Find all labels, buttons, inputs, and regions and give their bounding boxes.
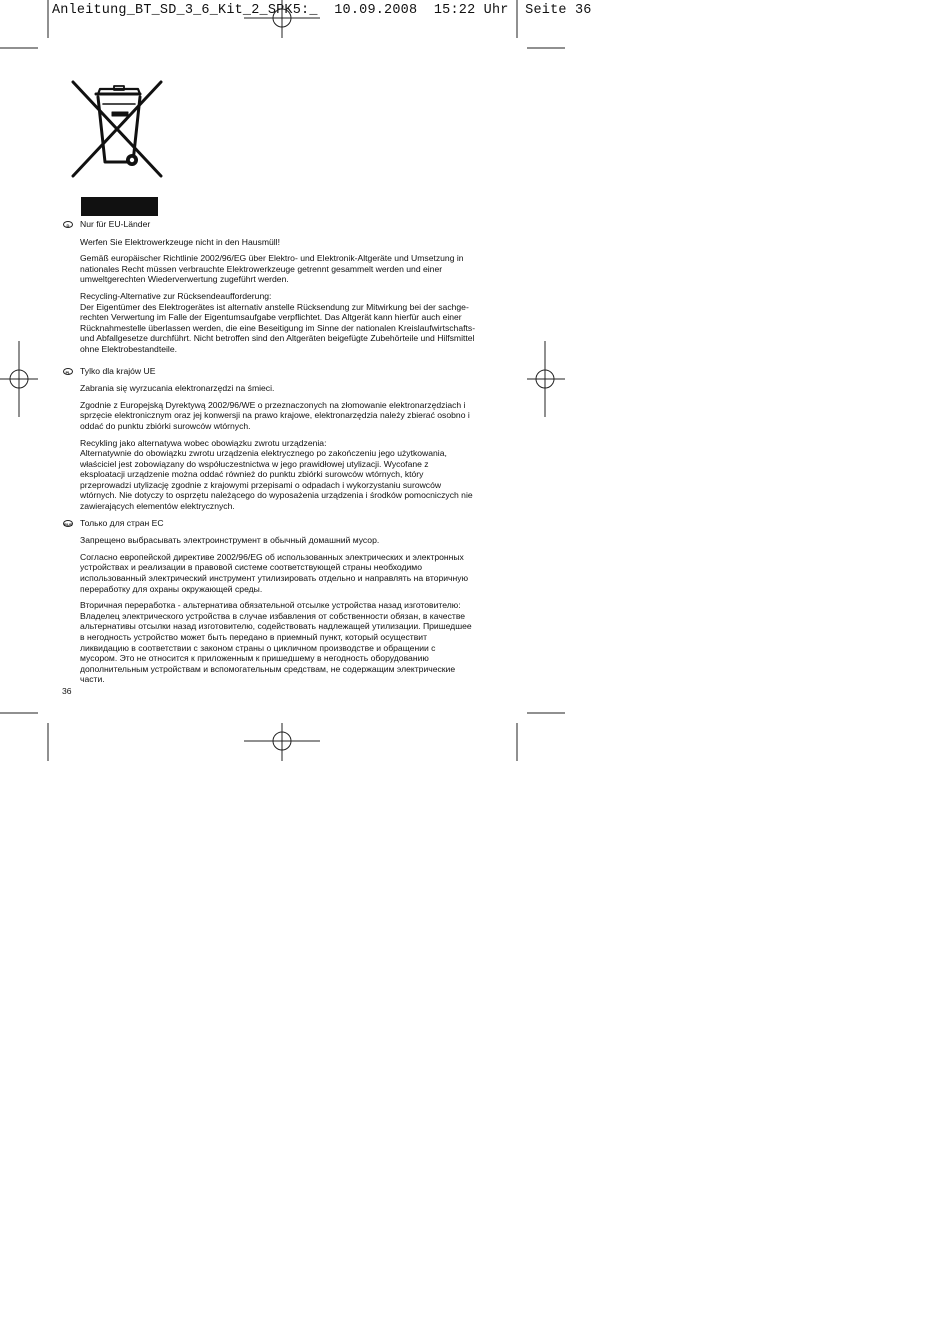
section-de — [66, 219, 505, 355]
section-pl — [65, 365, 505, 512]
crossed-out-wheelie-bin-icon — [70, 80, 164, 178]
country-flag-icon: RUS — [64, 521, 73, 527]
document-body — [64, 219, 505, 691]
paragraph: Gemäß europäischer Richtlinie 2002/96/EG über Elektro- und Elektronik-Altgeräte und Umsetzung in nationales Recht müssen verbrauchte Elektrowerkzeuge getrennt gesammelt werden und einer umweltgerechten Wiederverwertung zugeführt werden. — [80, 253, 464, 285]
section-heading: Tylko dla krajów UE — [80, 365, 156, 376]
paragraph: Вторичная переработка - альтернатива обязательной отсылке устройства назад изготовителю: Владелец электрического устройства в случае избавления от собственности обязан, в качестве альтернативы отсылки назад изготовителю, содействовать надлежащей утилизации. Пришедшее в негодность устройство может быть передано в приемный пункт, который осуществит ликвидацию в соответствии с законом страны о цикличном производстве и обращении с мусором. Это не относится к приложенным к пришедшему в негодность оборудованию дополнительным устройствам и вспомогательным средствам, не содержащим электрические части. — [80, 600, 472, 685]
country-flag-icon: PL — [63, 368, 73, 375]
paragraph: Запрещено выбрасывать электроинструмент в обычный домашний мусор. — [80, 535, 380, 546]
page-number: 36 — [62, 686, 72, 696]
slug-line: Anleitung_BT_SD_3_6_Kit_2_SPK5:_ 10.09.2008 15:22 Uhr Seite 36 — [52, 3, 592, 18]
paragraph: Recycling-Alternative zur Rücksendeaufforderung: Der Eigentümer des Elektrogerätes ist alternativ anstelle Rücksendung zur Mitwirkung bei der sachge- rechten Verwertung im Falle der Eigentumsaufgabe verpflichtet. Das Altgerät kann hierfür auch einer Rücknahmestelle überlassen werden, die eine Beseitigung im Sinne der nationalen Kreislaufwirtschafts- und Abfallgesetze durchführt. Nicht betroffen sind den Altgeräten beigefügte Zubehörteile und Hilfsmittel ohne Elektrobestandteile. — [80, 290, 476, 354]
paragraph: Согласно европейской директиве 2002/96/EG об использованных электрических и электронных устройствах и реализации в правовой системе соответствующей страны необходимо использованный электрический инструмент утилизировать отдельно и направлять на вторичную переработку для охраны окружающей среды. — [80, 551, 469, 594]
paragraph: Zgodnie z Europejską Dyrektywą 2002/96/WE o przeznaczonych na złomowanie elektronarzędziach i sprzęcie elektronicznym oraz jej konwersji na prawo krajowe, elektronarzędzia należy zbierać osobno i oddać do punktu zbiórki surowców wtórnych. — [80, 399, 470, 431]
paragraph: Recykling jako alternatywa wobec obowiązku zwrotu urządzenia: Alternatywnie do obowiązku zwrotu urządzenia elektrycznego po zakończeniu jego użytkowania, właściciel jest zobowiązany do współuczestnictwa w jego prawidłowej utylizacji. Wycofane z eksploatacji urządzenie można oddać również do punktu zbiórki surowców wtórnych, który przeprowadzi utylizację zgodnie z krajowymi przepisami o odpadach i wykorzystaniu surowców wtórnych. Nie dotyczy to osprzętu należącego do wyposażenia urządzenia i środków pomocniczych nie zawierających elementów elektrycznych. — [80, 437, 473, 512]
section-heading: Только для стран ЕС — [80, 517, 164, 528]
section-heading: Nur für EU-Länder — [80, 219, 151, 229]
paragraph: Zabrania się wyrzucania elektronarzędzi na śmieci. — [80, 383, 275, 394]
paragraph: Werfen Sie Elektrowerkzeuge nicht in den Hausmüll! — [80, 236, 280, 247]
country-flag-icon: D — [63, 221, 73, 228]
section-rus — [64, 517, 505, 685]
black-bar — [81, 197, 158, 216]
